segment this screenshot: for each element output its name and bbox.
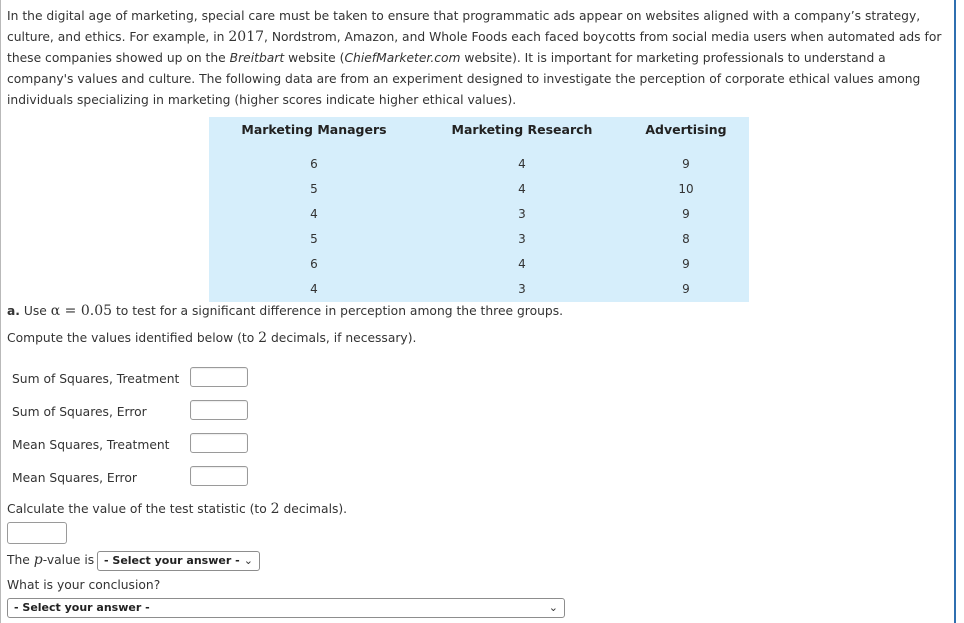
table-cell: 9 bbox=[682, 207, 690, 221]
header-advertising: Advertising bbox=[645, 122, 727, 137]
table-cell: 9 bbox=[682, 282, 690, 296]
ms-error-label: Mean Squares, Error bbox=[12, 471, 137, 485]
table-cell: 10 bbox=[678, 182, 694, 196]
ss-treatment-label: Sum of Squares, Treatment bbox=[12, 372, 180, 386]
pvalue-select[interactable] bbox=[97, 551, 260, 571]
chevron-down-icon: ⌄ bbox=[243, 554, 253, 567]
pvalue-select-value: - Select your answer - bbox=[104, 554, 240, 567]
conclusion-select[interactable] bbox=[7, 598, 565, 618]
data-table bbox=[209, 117, 749, 302]
ss-error-label: Sum of Squares, Error bbox=[12, 405, 147, 419]
table-cell: 6 bbox=[310, 257, 318, 271]
ss-error-input[interactable] bbox=[190, 400, 248, 420]
ms-error-input[interactable] bbox=[190, 466, 248, 486]
table-cell: 4 bbox=[310, 282, 318, 296]
table-cell: 4 bbox=[310, 207, 318, 221]
table-cell: 4 bbox=[518, 157, 526, 171]
table-cell: 4 bbox=[518, 182, 526, 196]
table-cell: 5 bbox=[310, 232, 318, 246]
test-statistic-instruction: Calculate the value of the test statistic (to 2 decimals). bbox=[7, 501, 348, 517]
pvalue-label: The p-value is bbox=[7, 552, 95, 568]
table-cell: 9 bbox=[682, 157, 690, 171]
ss-treatment-input[interactable] bbox=[190, 367, 248, 387]
table-cell: 3 bbox=[518, 207, 526, 221]
chiefmarketer-text: ChiefMarketer.com bbox=[344, 51, 461, 65]
table-cell: 3 bbox=[518, 282, 526, 296]
ms-treatment-label: Mean Squares, Treatment bbox=[12, 438, 170, 452]
conclusion-select-value: - Select your answer - bbox=[14, 601, 150, 614]
question-a: a. Use α = 0.05 to test for a significant difference in perception among the three groups. bbox=[7, 303, 564, 319]
table-cell: 9 bbox=[682, 257, 690, 271]
header-marketing-research: Marketing Research bbox=[451, 122, 593, 137]
header-marketing-managers: Marketing Managers bbox=[241, 122, 387, 137]
table-cell: 6 bbox=[310, 157, 318, 171]
chevron-down-icon: ⌄ bbox=[548, 601, 558, 614]
table-cell: 3 bbox=[518, 232, 526, 246]
table-cell: 8 bbox=[682, 232, 690, 246]
problem-intro: In the digital age of marketing, special care must be taken to ensure that programmatic ads appear on websites aligned with a company’s strategy, culture, and ethics. For example, in 2017, Nordstrom, Amazon, and Whole Foods each faced boycotts from social media users when automated ads for these companies showed up on the Breitbart website (ChiefMarketer.com website). It is important for marketing professionals to understand a company's values and culture. The following data are from an experiment designed to investigate the perception of corporate ethical values among individuals specializing in marketing (higher scores indicate higher ethical values). bbox=[7, 9, 942, 107]
table-cell: 5 bbox=[310, 182, 318, 196]
test-statistic-input[interactable] bbox=[7, 522, 67, 544]
breitbart-text: Breitbart bbox=[229, 51, 285, 65]
ms-treatment-input[interactable] bbox=[190, 433, 248, 453]
conclusion-question: What is your conclusion? bbox=[7, 578, 161, 592]
compute-instruction: Compute the values identified below (to 2 decimals, if necessary). bbox=[7, 330, 417, 346]
table-cell: 4 bbox=[518, 257, 526, 271]
